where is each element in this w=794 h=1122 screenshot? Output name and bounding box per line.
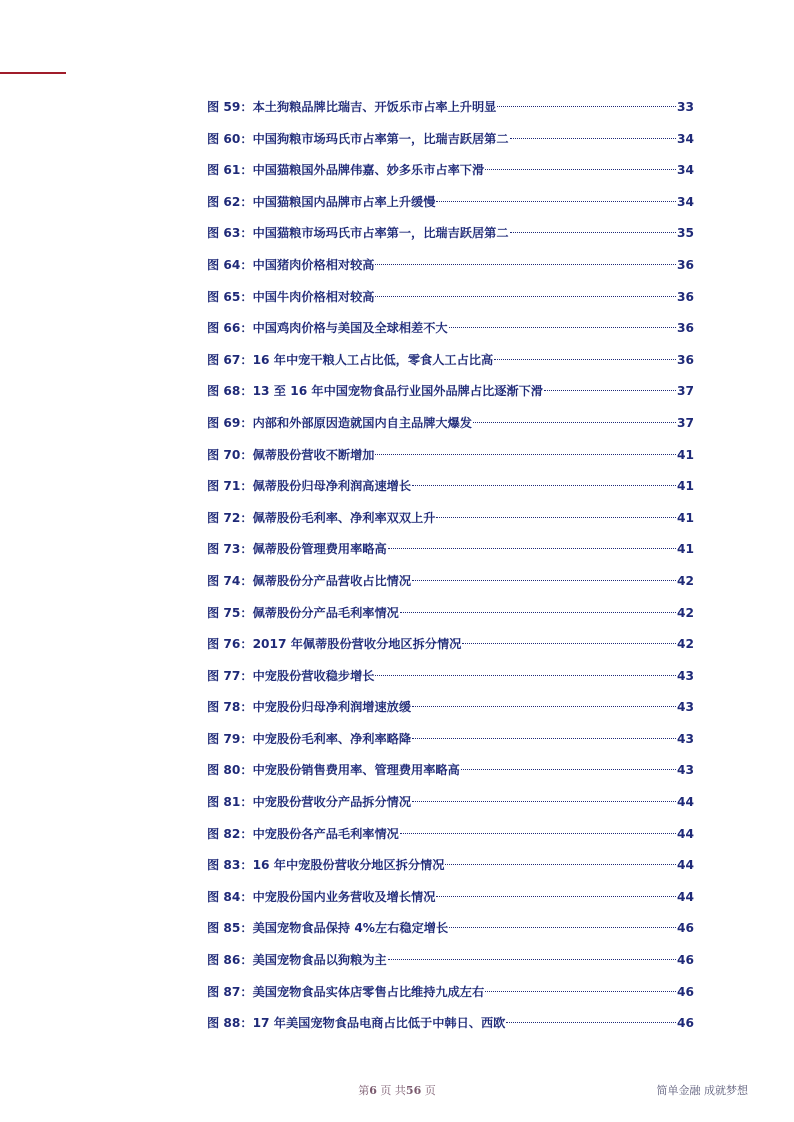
toc-entry-page: 44 — [677, 889, 694, 904]
toc-dot-leader — [375, 296, 676, 297]
toc-entry-page: 46 — [677, 953, 694, 968]
toc-entry-page: 34 — [677, 194, 694, 209]
toc-entry-label: 图 84：中宠股份国内业务营收及增长情况 — [207, 889, 436, 904]
toc-entry[interactable] — [207, 222, 694, 254]
toc-entry[interactable] — [207, 317, 694, 349]
toc-dot-leader — [497, 106, 676, 107]
toc-dot-leader — [400, 612, 676, 613]
page-middle: 页 共 — [380, 1084, 406, 1097]
toc-dot-leader — [485, 991, 676, 992]
toc-dot-leader — [436, 201, 676, 202]
toc-entry-label: 图 82：中宠股份各产品毛利率情况 — [207, 826, 399, 841]
toc-entry-label: 图 74：佩蒂股份分产品营收占比情况 — [207, 573, 412, 588]
toc-entry[interactable] — [207, 917, 694, 949]
total-page-number: 56 — [405, 1084, 422, 1097]
toc-entry-label: 图 76：2017 年佩蒂股份营收分地区拆分情况 — [207, 637, 462, 652]
toc-entry[interactable] — [207, 823, 694, 855]
toc-entry[interactable] — [207, 349, 694, 381]
toc-entry-page: 42 — [677, 573, 694, 588]
toc-entry-page: 46 — [677, 921, 694, 936]
toc-entry-page: 36 — [677, 257, 694, 272]
toc-entry[interactable] — [207, 696, 694, 728]
toc-entry-page: 37 — [677, 415, 694, 430]
toc-entry-label: 图 77：中宠股份营收稳步增长 — [207, 668, 375, 683]
toc-entry-page: 44 — [677, 795, 694, 810]
toc-entry-page: 41 — [677, 479, 694, 494]
header-accent-bar — [0, 72, 66, 74]
toc-entry-page: 43 — [677, 700, 694, 715]
toc-dot-leader — [388, 959, 676, 960]
toc-entry-page: 41 — [677, 510, 694, 525]
toc-entry[interactable] — [207, 633, 694, 665]
toc-dot-leader — [510, 138, 677, 139]
page-suffix: 页 — [424, 1084, 436, 1097]
toc-entry-page: 37 — [677, 384, 694, 399]
page-prefix: 第 — [358, 1084, 370, 1097]
toc-entry-page: 42 — [677, 605, 694, 620]
toc-dot-leader — [449, 327, 676, 328]
toc-entry[interactable] — [207, 128, 694, 160]
toc-entry-page: 44 — [677, 826, 694, 841]
toc-entry-page: 46 — [677, 1016, 694, 1031]
toc-entry[interactable] — [207, 444, 694, 476]
toc-dot-leader — [544, 390, 676, 391]
toc-entry-page: 36 — [677, 289, 694, 304]
toc-entry[interactable] — [207, 728, 694, 760]
toc-entry[interactable] — [207, 96, 694, 128]
toc-entry-label: 图 80：中宠股份销售费用率、管理费用率略高 — [207, 763, 460, 778]
toc-dot-leader — [375, 264, 676, 265]
toc-dot-leader — [412, 485, 676, 486]
toc-entry[interactable] — [207, 380, 694, 412]
toc-dot-leader — [506, 1022, 676, 1023]
toc-entry-label: 图 68：13 至 16 年中国宠物食品行业国外品牌占比逐渐下滑 — [207, 384, 543, 399]
toc-entry-label: 图 72：佩蒂股份毛利率、净利率双双上升 — [207, 510, 436, 525]
toc-dot-leader — [388, 548, 676, 549]
toc-entry[interactable] — [207, 854, 694, 886]
toc-dot-leader — [462, 643, 676, 644]
toc-entry-page: 43 — [677, 763, 694, 778]
toc-dot-leader — [485, 169, 676, 170]
toc-entry-label: 图 65：中国牛肉价格相对较高 — [207, 289, 375, 304]
toc-entry-page: 43 — [677, 731, 694, 746]
toc-entry[interactable] — [207, 791, 694, 823]
toc-dot-leader — [461, 769, 676, 770]
toc-entry-page: 46 — [677, 984, 694, 999]
toc-dot-leader — [412, 706, 676, 707]
toc-dot-leader — [449, 927, 676, 928]
toc-entry-label: 图 71：佩蒂股份归母净利润高速增长 — [207, 479, 412, 494]
toc-dot-leader — [412, 738, 676, 739]
toc-entry-label: 图 85：美国宠物食品保持 4%左右稳定增长 — [207, 921, 449, 936]
toc-entry-label: 图 81：中宠股份营收分产品拆分情况 — [207, 795, 412, 810]
toc-entry-page: 35 — [677, 226, 694, 241]
toc-dot-leader — [445, 864, 676, 865]
toc-entry-label: 图 67：16 年中宠干粮人工占比低，零食人工占比高 — [207, 352, 494, 367]
toc-entry[interactable] — [207, 886, 694, 918]
toc-entry[interactable] — [207, 412, 694, 444]
toc-entry[interactable] — [207, 159, 694, 191]
toc-dot-leader — [436, 517, 676, 518]
toc-entry[interactable] — [207, 602, 694, 634]
toc-entry-label: 图 88：17 年美国宠物食品电商占比低于中韩日、西欧 — [207, 1016, 506, 1031]
toc-entry-label: 图 59：本土狗粮品牌比瑞吉、开饭乐市占率上升明显 — [207, 100, 497, 114]
toc-dot-leader — [494, 359, 676, 360]
toc-entry-label: 图 61：中国猫粮国外品牌伟嘉、妙多乐市占率下滑 — [207, 163, 485, 178]
toc-dot-leader — [473, 422, 676, 423]
toc-entry[interactable] — [207, 665, 694, 697]
toc-entry[interactable] — [207, 759, 694, 791]
toc-entry-label: 图 69：内部和外部原因造就国内自主品牌大爆发 — [207, 415, 472, 430]
toc-dot-leader — [412, 801, 676, 802]
toc-entry[interactable] — [207, 254, 694, 286]
toc-entry-page: 33 — [677, 100, 694, 114]
toc-entry-label: 图 86：美国宠物食品以狗粮为主 — [207, 953, 387, 968]
footer-slogan: 简单金融 成就梦想 — [656, 1084, 748, 1097]
current-page-number: 6 — [369, 1084, 377, 1097]
toc-entry-page: 44 — [677, 858, 694, 873]
toc-entry-label: 图 78：中宠股份归母净利润增速放缓 — [207, 700, 412, 715]
toc-entry[interactable] — [207, 538, 694, 570]
toc-entry-label: 图 83：16 年中宠股份营收分地区拆分情况 — [207, 858, 445, 873]
toc-dot-leader — [436, 896, 676, 897]
toc-entry-page: 42 — [677, 637, 694, 652]
toc-entry-label: 图 62：中国猫粮国内品牌市占率上升缓慢 — [207, 194, 436, 209]
toc-entry-page: 34 — [677, 163, 694, 178]
toc-entry-page: 36 — [677, 352, 694, 367]
toc-entry-label: 图 60：中国狗粮市场玛氏市占率第一，比瑞吉跃居第二 — [207, 131, 509, 146]
toc-dot-leader — [375, 675, 676, 676]
toc-entry-label: 图 70：佩蒂股份营收不断增加 — [207, 447, 375, 462]
toc-entry[interactable] — [207, 570, 694, 602]
toc-dot-leader — [375, 454, 676, 455]
toc-entry[interactable] — [207, 1012, 694, 1044]
toc-entry[interactable] — [207, 475, 694, 507]
toc-entry-label: 图 64：中国猪肉价格相对较高 — [207, 257, 375, 272]
toc-entry-page: 43 — [677, 668, 694, 683]
toc-entry-label: 图 79：中宠股份毛利率、净利率略降 — [207, 731, 412, 746]
toc-entry-page: 41 — [677, 447, 694, 462]
toc-entry[interactable] — [207, 191, 694, 223]
toc-entry-label: 图 66：中国鸡肉价格与美国及全球相差不大 — [207, 321, 448, 336]
toc-entry-label: 图 73：佩蒂股份管理费用率略高 — [207, 542, 387, 557]
toc-entry[interactable] — [207, 507, 694, 539]
toc-entry-label: 图 75：佩蒂股份分产品毛利率情况 — [207, 605, 399, 620]
toc-dot-leader — [412, 580, 676, 581]
toc-entry-page: 36 — [677, 321, 694, 336]
toc-dot-leader — [400, 833, 676, 834]
toc-entry-label: 图 63：中国猫粮市场玛氏市占率第一，比瑞吉跃居第二 — [207, 226, 509, 241]
toc-entry-page: 34 — [677, 131, 694, 146]
toc-entry[interactable] — [207, 286, 694, 318]
toc-entry[interactable] — [207, 981, 694, 1013]
figure-list — [207, 96, 694, 1044]
toc-entry-page: 41 — [677, 542, 694, 557]
toc-dot-leader — [510, 232, 677, 233]
toc-entry[interactable] — [207, 949, 694, 981]
toc-entry-label: 图 87：美国宠物食品实体店零售占比维持九成左右 — [207, 984, 485, 999]
